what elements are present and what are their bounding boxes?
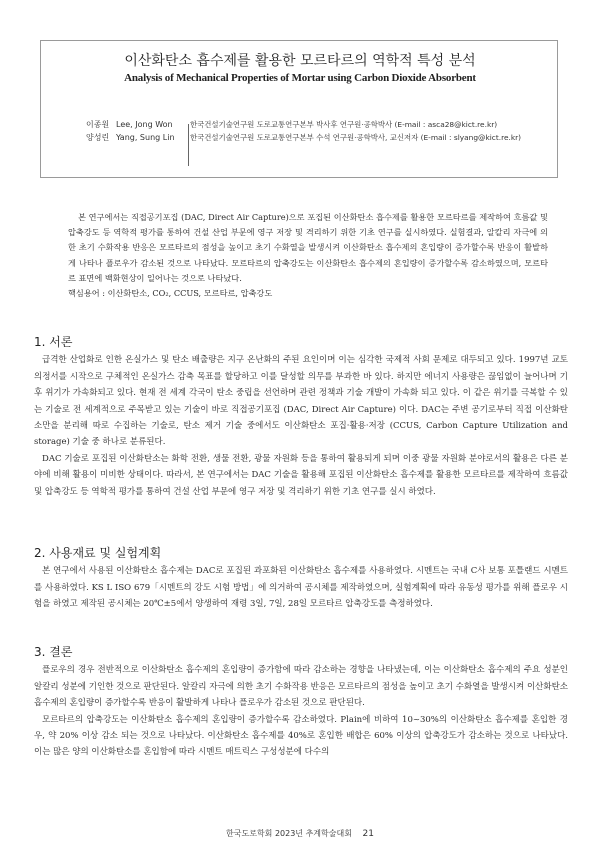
- section-heading: 2. 사용재료 및 실험계획: [34, 546, 162, 560]
- section-introduction: [34, 334, 568, 500]
- author-name-english: Yang, Sung Lin: [116, 133, 175, 142]
- paper-title-korean: 이산화탄소 흡수제를 활용한 모르타르의 역학적 특성 분석: [124, 53, 476, 69]
- abstract-text: 본 연구에서는 직접공기포집 (DAC, Direct Air Capture)으로 포집된 이산화탄소 흡수제를 활용한 모르타르를 제작하여 흐름값 및 압축강도 등 역학적 평가를 통하여 건설 산업 부문에 영구 저장 및 격리하기 위한 기초 연구를 실시하였다. 실험결과, 알칼리 자극에 의한 초기 수화작용 반응은 모르타르의 점성을 높이고 초기 수화열을 발생시켜 이산화탄소 흡수제의 혼입량이 증가할수록 반응이 활발하게 나타나 플로우가 감소된 것으로 나타났다. 모르타르의 압축강도는 이산화탄소 흡수제의 혼입량이 증가할수록 감소하였으며, 모르타르 표면에 백화현상이 일어나는 것으로 나타났다.: [68, 212, 548, 283]
- section-heading: 1. 서론: [34, 335, 73, 349]
- author-name-korean: 양성린: [86, 133, 110, 142]
- page-number: 21: [362, 829, 374, 839]
- author-name-korean: 이종원: [86, 120, 110, 129]
- section-conclusion: [34, 644, 568, 761]
- section-paragraph: 본 연구에서 사용된 이산화탄소 흡수제는 DAC로 포집된 과포화된 이산화탄소 흡수제를 사용하였다. 시멘트는 국내 C사 보통 포틀랜드 시멘트를 사용하였다. KS L ISO 679「시멘트의 강도 시험 방법」에 의거하여 공시체를 제작하였으며, 실험계획에 따라 유동성 평가를 위해 플로우 시험을 하였고 제작된 공시체는 20℃±5에서 양생하여 재령 3일, 7일, 28일 모르타르 압축강도를 측정하였다.: [34, 566, 568, 610]
- author-affiliation: 한국건설기술연구원 도로교통연구본부 수석 연구원·공학박사, 교신저자 (E-mail : slyang@kict.re.kr): [190, 133, 522, 142]
- paper-title-english: Analysis of Mechanical Properties of Mortar using Carbon Dioxide Absorbent: [124, 72, 476, 84]
- author-affiliation: 한국건설기술연구원 도로교통연구본부 박사후 연구원·공학박사 (E-mail : asca28@kict.re.kr): [190, 120, 498, 129]
- section-paragraph: 급격한 산업화로 인한 온실가스 및 탄소 배출량은 지구 온난화의 주된 요인이며 이는 심각한 국제적 사회 문제로 대두되고 있다. 1997년 교토의정서를 시작으로 구체적인 온실가스 감축 목표를 할당하고 이를 달성할 의무를 부과한 바 있다. 하지만 에너지 사용량은 끊임없이 늘어나며 기후 위기가 가속화되고 있다. 현재 전 세계 각국이 탄소 중립을 선언하며 관련 정책과 기술 개발이 가속화 되고 있다. 이 같은 위기를 극복할 수 있는 기술로 전 세계적으로 주목받고 있는 기술이 바로 직접공기포집 (DAC, Direct Air Capture) 이다. DAC는 주변 공기로부터 직접 이산화탄소만을 분리해 따로 수집하는 기술로, 탄소 제거 기술 중에서도 이산화탄소 포집·활용·저장 (CCUS, Carbon Capture Utilization and storage) 기술 중 하나로 분류된다.: [34, 355, 568, 448]
- abstract: [68, 210, 548, 301]
- author-list: [86, 118, 521, 144]
- section-paragraph: 플로우의 경우 전반적으로 이산화탄소 흡수제의 혼입량이 증가함에 따라 감소하는 경향을 나타냈는데, 이는 이산화탄소 흡수제의 주요 성분인 알칼리 성분에 기인한 것으로 판단된다. 알칼리 자극에 의한 초기 수화작용 반응은 모르타르의 점성을 높이고 초기 수화열을 발생시켜 이산화탄소 흡수제의 혼입량이 증가할수록 반응이 활발하게 나타나 플로우가 감소된 것으로 판단된다.: [34, 665, 568, 709]
- author-row: [86, 118, 521, 131]
- author-name-english: Lee, Jong Won: [116, 120, 173, 129]
- author-row: [86, 131, 521, 144]
- section-paragraph: 모르타르의 압축강도는 이산화탄소 흡수제의 혼입량이 증가할수록 감소하였다. Plain에 비하여 10~30%의 이산화탄소 흡수제를 혼입한 경우, 약 20% 이상 감소 되는 것으로 나타났다. 이산화탄소 흡수제를 40%로 혼입한 배합은 60% 이상의 압축강도가 감소하는 것으로 나타났다. 이는 많은 양의 이산화탄소를 혼입함에 따라 시멘트 매트릭스 구성성분에 다수의: [34, 714, 568, 758]
- conference-name: 한국도로학회 2023년 추계학술대회: [226, 829, 352, 838]
- section-materials-methods: [34, 545, 568, 613]
- section-heading: 3. 결론: [34, 645, 73, 659]
- section-paragraph: DAC 기술로 포집된 이산화탄소는 화학 전환, 생물 전환, 광물 자원화 등을 통하여 활용되게 되며 이중 광물 자원화 분야로서의 활용은 다른 분야에 비해 활용이 미비한 상태이다. 따라서, 본 연구에서는 DAC 기술을 활용해 포집된 이산화탄소 흡수제를 활용한 모르타르를 제작하여 흐름값 및 압축강도 등 역학적 평가를 통하여 건설 산업 부문에 영구 저장 및 격리하기 위한 기초 연구를 실시 하였다.: [34, 453, 568, 497]
- page-footer: [0, 828, 600, 839]
- keywords: 핵심용어 : 이산화탄소, CO₂, CCUS, 모르타르, 압축강도: [68, 288, 273, 299]
